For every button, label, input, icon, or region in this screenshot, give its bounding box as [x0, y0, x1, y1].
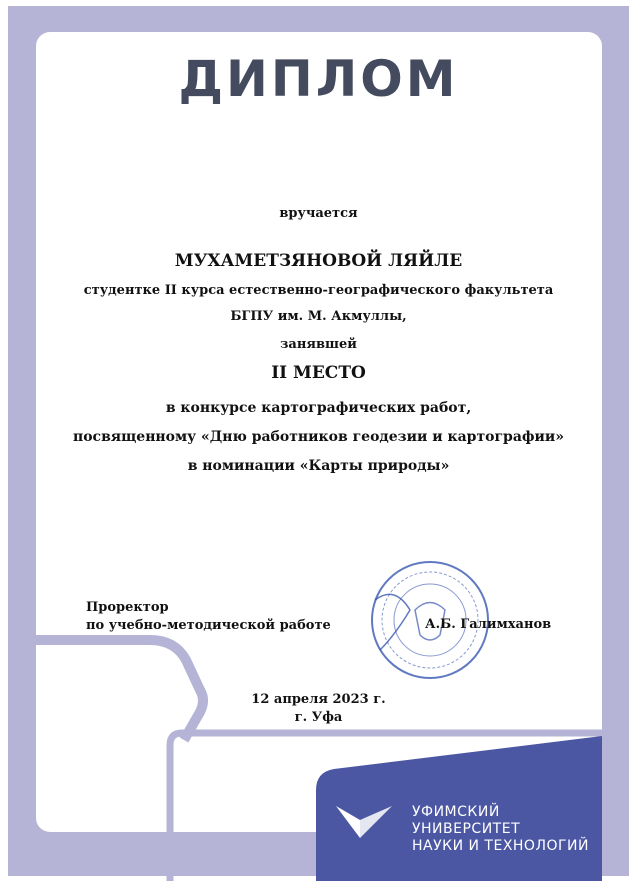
position-line-2: по учебно-методической работе — [86, 618, 331, 633]
university-name — [412, 804, 589, 855]
place-text: II МЕСТО — [271, 363, 366, 383]
issue-city: г. Уфа — [294, 710, 343, 725]
awarded-text: вручается — [279, 206, 358, 221]
signatory-name: А.Б. Галимханов — [425, 617, 552, 632]
student-line: студентке II курса естественно-географического факультета — [83, 283, 554, 298]
nomination-line: в номинации «Карты природы» — [187, 458, 450, 474]
dedication-line: посвященному «Дню работников геодезии и картографии» — [72, 429, 565, 445]
signature-scribble — [375, 594, 410, 650]
position-line-1: Проректор — [86, 600, 169, 615]
university-line-2: УНИВЕРСИТЕТ — [412, 821, 521, 837]
took-text: занявшей — [280, 337, 357, 352]
issue-date: 12 апреля 2023 г. — [251, 692, 386, 707]
university-line-1: УФИМСКИЙ — [412, 804, 500, 820]
recipient-name: МУХАМЕТЗЯНОВОЙ ЛЯЙЛЕ — [174, 251, 463, 271]
university-line-3: НАУКИ И ТЕХНОЛОГИЙ — [412, 838, 589, 854]
contest-line: в конкурсе картографических работ, — [165, 400, 472, 416]
university-short: БГПУ им. М. Акмуллы, — [230, 309, 407, 324]
university-logo-icon — [330, 800, 400, 850]
diploma-title: ДИПЛОМ — [178, 50, 459, 108]
